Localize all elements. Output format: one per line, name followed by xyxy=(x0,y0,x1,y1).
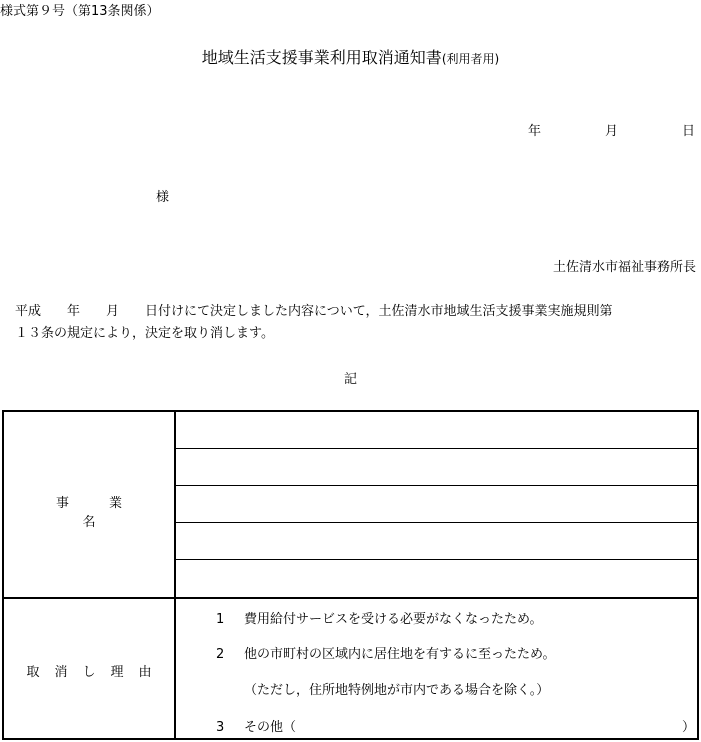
business-name-label: 事業名 xyxy=(55,496,162,530)
business-name-label-cell xyxy=(4,412,176,597)
reason-text: 他の市町村の区域内に居住地を有するに至ったため。 xyxy=(244,647,556,662)
document-title xyxy=(0,45,701,68)
other-reason-close-paren: ） xyxy=(682,720,696,735)
date-year-label: 年 xyxy=(528,124,542,139)
body-text-line-2: １３条の規定により，決定を取り消します。 xyxy=(15,326,274,341)
cancellation-reason-row xyxy=(4,599,697,738)
date-month-label: 月 xyxy=(605,124,619,139)
reason-number: 1 xyxy=(216,612,225,627)
reason-text: その他（ xyxy=(244,720,297,735)
cancellation-reason-label: 取消し理由 xyxy=(26,665,167,680)
date-day-label: 日 xyxy=(682,124,696,139)
business-name-entries xyxy=(176,412,697,597)
reason-item-2[interactable] xyxy=(216,643,555,662)
form-number: 様式第９号（第13条関係） xyxy=(0,4,160,19)
reason-text: 費用給付サービスを受ける必要がなくなったため。 xyxy=(244,612,543,627)
reason-item-1[interactable] xyxy=(216,608,542,627)
details-table xyxy=(2,410,699,740)
business-name-entry-2[interactable] xyxy=(176,449,697,486)
title-main: 地域生活支援事業利用取消通知書 xyxy=(201,48,442,67)
business-name-entry-5[interactable] xyxy=(176,560,697,597)
reason-item-3[interactable] xyxy=(216,716,296,735)
business-name-entry-1[interactable] xyxy=(176,412,697,449)
title-sub: (利用者用) xyxy=(441,52,500,66)
reason-number: 3 xyxy=(216,720,225,735)
body-text-line-1: 平成 年 月 日付けにて決定しました内容について，土佐清水市地域生活支援事業実施規則第 xyxy=(15,304,613,319)
addressee-honorific: 様 xyxy=(156,190,170,205)
business-name-entry-4[interactable] xyxy=(176,523,697,560)
business-name-entry-3[interactable] xyxy=(176,486,697,523)
reason-2-note: （ただし，住所地特例地が市内である場合を除く。） xyxy=(244,683,550,698)
ki-heading: 記 xyxy=(343,372,357,387)
cancellation-reason-label-cell xyxy=(4,599,176,738)
reason-number: 2 xyxy=(216,647,225,662)
business-name-row xyxy=(4,412,697,599)
issuer-name: 土佐清水市福祉事務所長 xyxy=(552,260,696,275)
